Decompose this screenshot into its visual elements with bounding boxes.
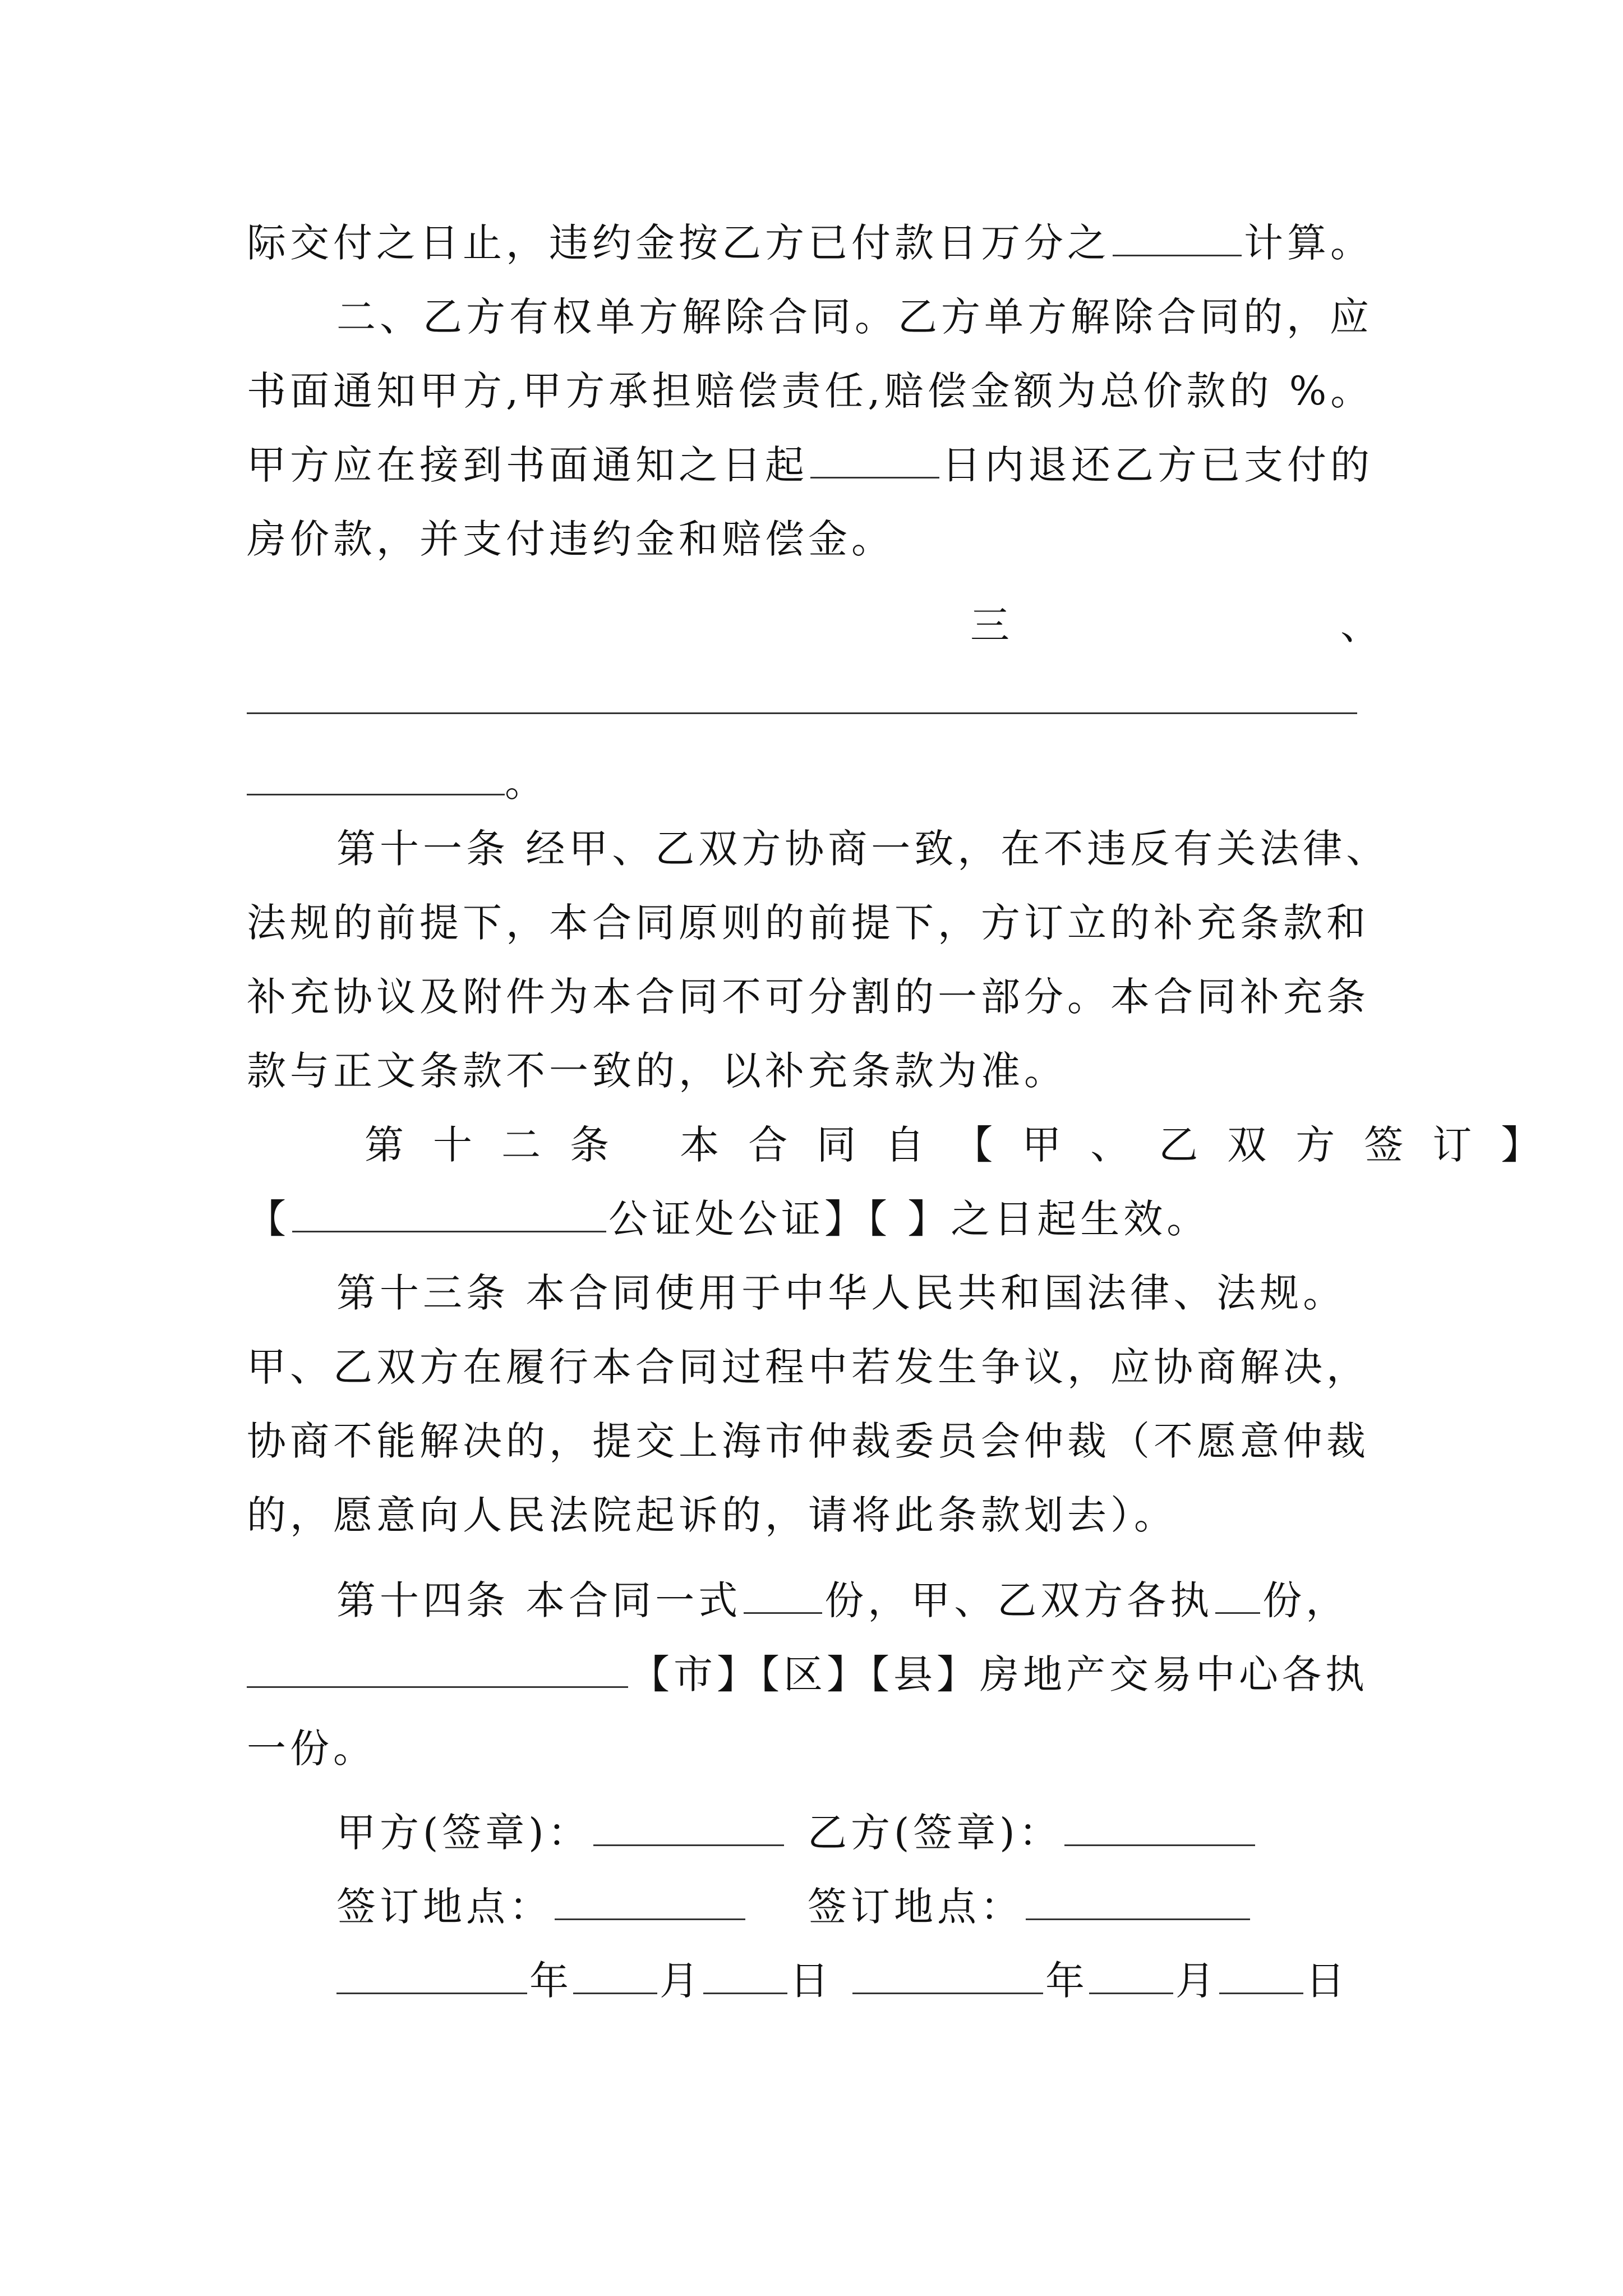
text: 份，甲、乙双方各执 [824,1577,1214,1623]
text: 法规的前提下，本合同原则的前提下，方订立的补充条款和 [247,900,1370,946]
clause-line-4 [247,434,1373,496]
fill-blank-refund-days[interactable] [810,438,939,478]
fill-blank-copies-total[interactable] [744,1573,822,1614]
fill-blank-penalty-rate[interactable] [1113,215,1242,256]
party-b-place-label: 签订地点： [808,1884,1023,1930]
fill-blank-trading-center[interactable] [247,1647,628,1688]
article-14-line-1 [336,1570,1349,1631]
text: 二、乙方有权单方解除合同。乙方单方解除合同的，应 [336,294,1373,340]
text: 公证处公证】【 】之日起生效。 [608,1196,1210,1242]
text: 协商不能解决的，提交上海市仲裁委员会仲裁（不愿意仲裁 [247,1418,1370,1464]
party-a-place-row [336,1876,748,1938]
article-14-line-3 [247,1718,376,1779]
party-b-label: 乙方(签章)： [808,1810,1062,1856]
day-label: 日 [1306,1958,1347,2004]
party-a-place-field[interactable] [555,1879,745,1920]
party-a-signature-field[interactable] [593,1805,784,1846]
party-b-month-field[interactable] [1089,1953,1173,1994]
text: 【 [247,1196,290,1242]
clause-line-3 [247,360,1373,422]
text: 计算。 [1244,220,1373,266]
text: 的，愿意向人民法院起诉的，请将此条款划去）。 [247,1492,1177,1538]
article-13-line-4 [247,1484,1177,1546]
clause-number-three-mark [1340,595,1384,656]
article-13-line-1 [336,1262,1346,1324]
clause-line-8-end [505,752,548,813]
text: 一份。 [247,1726,376,1772]
text: 甲、乙双方在履行本合同过程中若发生争议，应协商解决， [247,1344,1370,1390]
month-label: 月 [1175,1958,1217,2004]
party-a-month-field[interactable] [573,1953,657,1994]
article-12-line-2 [247,1188,1210,1250]
party-a-label: 甲方(签章)： [336,1810,591,1856]
fill-blank-notary-office[interactable] [292,1191,606,1232]
text: 。 [505,760,548,806]
text: 际交付之日止，违约金按乙方已付款日万分之 [247,220,1110,266]
party-b-year-field[interactable] [852,1953,1043,1994]
text: 日内退还乙方已支付的 [942,442,1373,488]
text: 份， [1262,1577,1349,1623]
party-b-place-row [808,1876,1252,1938]
clause-line-1 [247,212,1373,274]
text: 补充协议及附件为本合同不可分割的一部分。本合同补充条 [247,974,1370,1020]
text: 第十三条 本合同使用于中华人民共和国法律、法规。 [336,1270,1347,1316]
text: 、 [1340,602,1384,648]
clause-number-three [970,595,1013,656]
article-13-line-3 [247,1410,1370,1472]
party-a-day-field[interactable] [703,1953,787,1994]
fill-blank-long-line[interactable] [247,712,1357,714]
party-a-signature-row [336,1802,786,1864]
day-label: 日 [790,1958,831,2004]
party-b-day-field[interactable] [1219,1953,1303,1994]
party-a-place-label: 签订地点： [336,1884,552,1930]
text: 【市】【区】【县】房地产交易中心各执 [630,1651,1368,1697]
text: 甲方应在接到书面通知之日起 [247,442,808,488]
article-11-line-1 [336,818,1389,880]
text: 第十一条 经甲、乙双方协商一致，在不违反有关法律、 [336,826,1390,872]
text: 第十二条 本合同自【甲、乙双方签订】 [365,1122,1570,1168]
article-11-line-4 [247,1040,1067,1102]
year-label: 年 [529,1958,571,2004]
clause-line-2 [336,286,1373,348]
month-label: 月 [660,1958,701,2004]
clause-line-5 [247,508,895,570]
party-b-signature-row [808,1802,1257,1864]
fill-blank-short-line[interactable] [247,794,505,795]
article-12-line-1 [365,1114,1569,1176]
article-14-line-2 [247,1644,1368,1705]
text: 房价款，并支付违约金和赔偿金。 [247,516,895,562]
article-13-line-2 [247,1336,1370,1398]
fill-blank-copies-each[interactable] [1215,1573,1260,1614]
text: 书面通知甲方,甲方承担赔偿责任,赔偿金额为总价款的 %。 [247,368,1374,414]
party-a-date-row [336,1950,831,2012]
party-a-year-field[interactable] [336,1953,527,1994]
text: 款与正文条款不一致的，以补充条款为准。 [247,1048,1067,1094]
text: 三 [970,602,1013,648]
text: 第十四条 本合同一式 [336,1577,742,1623]
party-b-signature-field[interactable] [1064,1805,1255,1846]
party-b-place-field[interactable] [1026,1879,1250,1920]
year-label: 年 [1045,1958,1087,2004]
party-b-date-row [852,1950,1347,2012]
article-11-line-3 [247,966,1370,1028]
article-11-line-2 [247,892,1370,954]
